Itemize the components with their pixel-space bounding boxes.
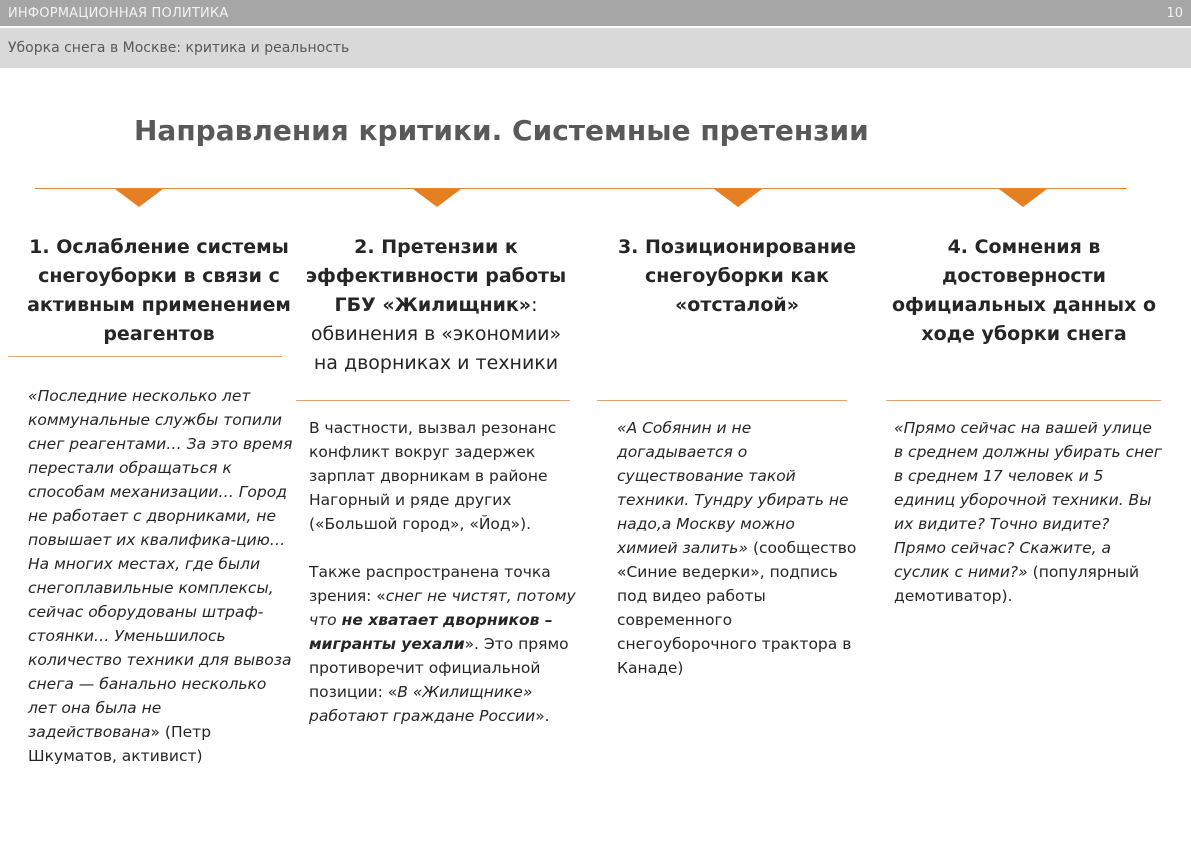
- column-4-marker: [999, 189, 1047, 207]
- top-bar: [0, 0, 1191, 26]
- column-2-body: [309, 416, 581, 728]
- column-2-marker: [413, 189, 461, 207]
- column-4-source: (популярный демотиватор).: [894, 563, 1140, 605]
- column-3-quote: «А Собянин и не догадывается о существование такой техники. Тундру убирать не надо,а Москву можно химией залить»: [617, 419, 849, 557]
- column-3-separator: [597, 400, 847, 401]
- column-3-marker: [714, 189, 762, 207]
- column-1-source: » (Петр Шкуматов, активист): [28, 723, 212, 765]
- column-3-heading: 3. Позиционирование снегоуборки как «отсталой»: [617, 236, 857, 316]
- column-2-paragraph-1: В частности, вызвал резонанс конфликт вокруг задержек зарплат дворникам в районе Нагорный и ряде других («Большой город», «Йод»).: [309, 419, 557, 533]
- column-2-separator: [296, 400, 570, 401]
- column-4-body: [894, 416, 1164, 608]
- slide-subtitle: Уборка снега в Москве: критика и реальность: [8, 40, 350, 56]
- section-label: ИНФОРМАЦИОННАЯ ПОЛИТИКА: [8, 6, 229, 21]
- column-1-separator: [8, 356, 282, 357]
- page-number: 10: [1166, 6, 1183, 21]
- column-1-marker: [115, 189, 163, 207]
- column-4-heading: 4. Сомнения в достоверности официальных данных о ходе уборки снега: [891, 236, 1157, 345]
- column-3-source: (сообщество «Синие ведерки», подпись под видео работы современного снегоуборочного трактора в Канаде): [617, 539, 857, 677]
- subtitle-bar: [0, 28, 1191, 68]
- column-2-paragraph-2: Также распространена точка зрения: «снег не чистят, потому что не хватает дворников – мигранты уехали». Это прямо противоречит официальной позиции: «В «Жилищнике» работают граждане России».: [309, 563, 576, 725]
- column-1-quote: «Последние несколько лет коммунальные службы топили снег реагентами… За это время перестали обращаться к способам механизации… Город не работает с дворниками, не повышает их квалифика-цию… На многих местах, где были снегоплавильные комплексы, сейчас оборудованы штраф-стоянки… Уменьшилось количество техники для вывоза снега — банально несколько лет она была не задействована: [28, 387, 293, 741]
- column-4-quote: «Прямо сейчас на вашей улице в среднем должны убирать снег в среднем 17 человек и 5 единиц уборочной техники. Вы их видите? Точно видите? Прямо сейчас? Скажите, а суслик с ними?»: [894, 419, 1162, 581]
- column-2-heading-normal: : обвинения в «экономии» на дворниках и техники: [310, 294, 562, 374]
- column-1-body: [28, 384, 296, 768]
- column-2-heading-bold: 2. Претензии к эффективности работы ГБУ «Жилищник»: [305, 236, 567, 316]
- page-title: Направления критики. Системные претензии: [134, 114, 869, 147]
- column-4-separator: [886, 400, 1161, 401]
- column-1-heading: 1. Ослабление системы снегоуборки в связи с активным применением реагентов: [27, 236, 291, 345]
- column-2-heading: [296, 233, 576, 378]
- divider-line: [35, 188, 1127, 189]
- column-3-body: [617, 416, 857, 680]
